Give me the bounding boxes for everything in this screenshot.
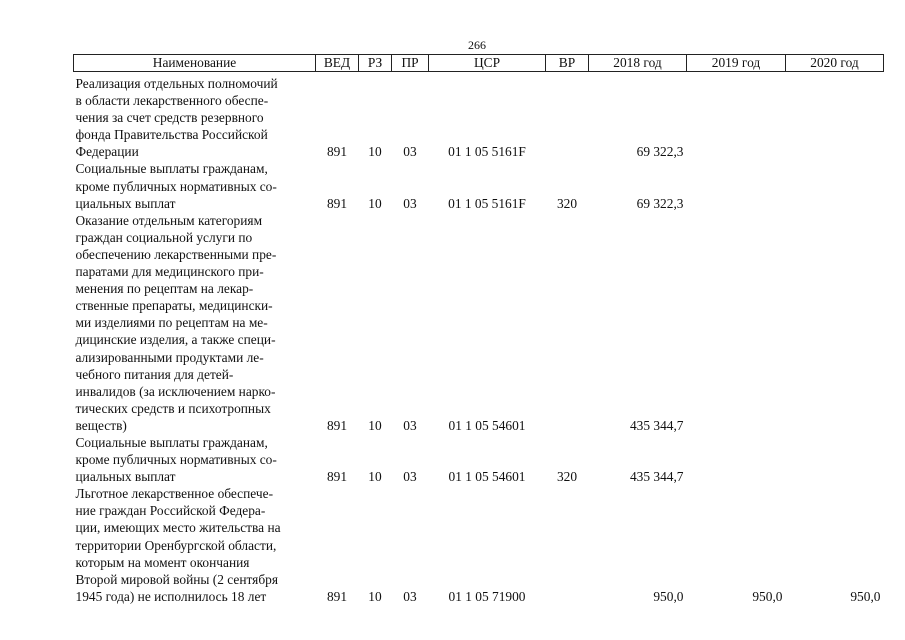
row-name-line: фонда Правительства Российской [75,127,268,143]
row-name-line: ми изделиями по рецептам на ме- [75,315,268,331]
cell-2018: 435 344,7 [629,469,684,485]
row-name-line: Второй мировой войны (2 сентября [75,571,279,587]
col-header-2020: 2020 год [786,55,884,72]
cell-2020 [786,72,884,161]
row-name-line: Федерации [75,144,139,160]
budget-table [73,54,884,605]
cell-2019 [687,434,786,485]
col-header-rz: РЗ [359,55,392,72]
cell-2020 [786,160,884,211]
row-name-line: циальных выплат [75,195,176,211]
row-name [74,160,316,211]
cell-ved: 891 [326,469,348,485]
col-header-name: Наименование [74,55,316,72]
cell-vr: 320 [556,469,578,485]
cell-vr [546,485,589,605]
cell-2019 [687,212,786,434]
cell-csr: 01 1 05 71900 [448,588,526,604]
cell-ved: 891 [326,195,348,211]
page-number: 266 [468,38,486,52]
table-row [74,212,884,434]
table-row [74,485,884,605]
cell-csr: 01 1 05 5161F [448,144,526,160]
cell-vr [546,72,589,161]
cell-rz: 10 [368,588,382,604]
row-name-line: ции, имеющих место жительства на [75,520,281,536]
cell-rz: 10 [368,417,382,433]
cell-csr: 01 1 05 54601 [448,417,526,433]
col-header-2019: 2019 год [687,55,786,72]
row-name [74,485,316,605]
cell-ved: 891 [326,144,348,160]
cell-2019 [687,72,786,161]
cell-2020 [786,212,884,434]
col-header-vr: ВР [546,55,589,72]
row-name-line: ализированными продуктами ле- [75,349,264,365]
row-name-line: обеспечению лекарственными пре- [75,246,277,262]
row-name-line: менения по рецептам на лекар- [75,281,254,297]
cell-vr [546,212,589,434]
cell-2018: 69 322,3 [636,195,684,211]
row-name-line: веществ) [75,417,127,433]
col-header-pr: ПР [392,55,429,72]
row-name-line: Оказание отдельным категориям [75,212,263,228]
row-name-line: паратами для медицинского при- [75,264,264,280]
cell-2019 [687,160,786,211]
cell-2019: 950,0 [752,588,783,604]
row-name-line: Социальные выплаты гражданам, [75,161,268,177]
row-name-line: дицинские изделия, а также специ- [75,332,276,348]
row-name-line: граждан социальной услуги по [75,229,253,245]
col-header-csr: ЦСР [429,55,546,72]
row-name-line: территории Оренбургской области, [75,537,277,553]
row-name-line: Реализация отдельных полномочий [75,76,278,91]
row-name-line: ние граждан Российской Федера- [75,503,266,519]
cell-ved: 891 [326,588,348,604]
row-name [74,72,316,161]
cell-csr: 01 1 05 54601 [448,469,526,485]
table-row [74,434,884,485]
row-name-line: ственные препараты, медицински- [75,298,273,314]
col-header-2018: 2018 год [589,55,687,72]
table-header-row [74,55,884,72]
table-row [74,72,884,161]
cell-2020: 950,0 [850,588,881,604]
cell-pr: 03 [403,195,417,211]
row-name-line: Социальные выплаты гражданам, [75,434,268,450]
row-name [74,212,316,434]
cell-2018: 69 322,3 [636,144,684,160]
cell-2018: 950,0 [653,588,684,604]
cell-pr: 03 [403,144,417,160]
row-name-line: инвалидов (за исключением нарко- [75,383,276,399]
table-row [74,160,884,211]
row-name-line: чения за счет средств резервного [75,110,264,126]
cell-csr: 01 1 05 5161F [448,195,526,211]
col-header-ved: ВЕД [316,55,359,72]
row-name-line: кроме публичных нормативных со- [75,452,277,468]
cell-vr: 320 [556,195,578,211]
row-name-line: в области лекарственного обеспе- [75,93,269,109]
row-name [74,434,316,485]
cell-ved: 891 [326,417,348,433]
table-body [74,72,884,605]
cell-pr: 03 [403,417,417,433]
row-name-line: Льготное лекарственное обеспече- [75,486,274,502]
row-name-line: 1945 года) не исполнилось 18 лет [75,588,267,604]
row-name-line: циальных выплат [75,469,176,485]
row-name-line: которым на момент окончания [75,554,250,570]
cell-pr: 03 [403,469,417,485]
cell-2020 [786,434,884,485]
row-name-line: чебного питания для детей- [75,366,234,382]
cell-2018: 435 344,7 [629,417,684,433]
cell-pr: 03 [403,588,417,604]
row-name-line: кроме публичных нормативных со- [75,178,277,194]
row-name-line: тических средств и психотропных [75,400,271,416]
cell-rz: 10 [368,469,382,485]
cell-rz: 10 [368,195,382,211]
cell-rz: 10 [368,144,382,160]
